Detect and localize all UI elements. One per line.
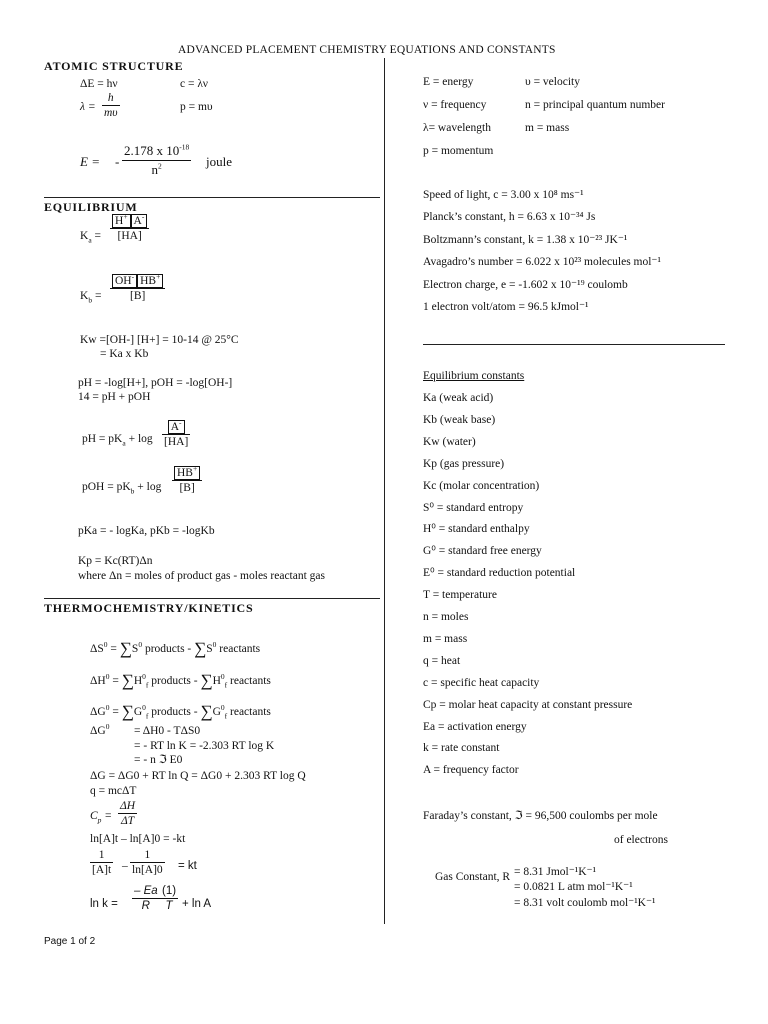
ka-lhs: $K_a$ = bbox=[80, 230, 102, 245]
poh-hh-pk: pOH = pK bbox=[82, 481, 131, 493]
delta-n-definition: where Δn = moles of product gas - moles reactant gas bbox=[78, 570, 325, 582]
arrhenius-temperature: T bbox=[165, 900, 173, 912]
arrhenius-one: 1 bbox=[165, 885, 173, 897]
symbol-definition: m = mass bbox=[423, 632, 468, 645]
poh-hh-num: HB bbox=[177, 467, 193, 479]
cp-symbol: C bbox=[90, 810, 98, 822]
free-energy-f-sub: f bbox=[145, 711, 149, 721]
symbol-definition: n = moles bbox=[423, 611, 469, 623]
ph-hh-num: A bbox=[170, 421, 180, 433]
enthalpy-f-sub: f bbox=[145, 680, 149, 690]
ph-hh-pk: pH = pK bbox=[82, 433, 123, 445]
definition-right: m = mass bbox=[525, 122, 570, 134]
free-energy-lhs: ΔG bbox=[90, 706, 106, 718]
faraday-constant-unit: of electrons bbox=[614, 834, 668, 846]
kb-num-hb-charge: + bbox=[156, 272, 161, 282]
second-order-term-1 bbox=[90, 849, 113, 876]
gas-constant-label: Gas Constant, R bbox=[435, 871, 511, 883]
ka-subscript: a bbox=[88, 235, 92, 245]
kb-symbol: K bbox=[80, 290, 89, 302]
cp-numerator: ΔH bbox=[120, 800, 136, 812]
entropy-reactants-label: reactants bbox=[219, 643, 261, 655]
gibbs-line-1: = ΔH0 - TΔS0 bbox=[134, 725, 201, 737]
free-energy-products-label: products - bbox=[151, 706, 198, 718]
ph-hh-log: + log bbox=[128, 433, 153, 445]
poh-henderson-lhs bbox=[82, 481, 161, 494]
definition-left: E = energy bbox=[423, 76, 474, 88]
energy-denominator-exponent: 2 bbox=[158, 161, 162, 171]
ka-denominator: [HA] bbox=[117, 230, 142, 242]
arrhenius-fraction-1 bbox=[132, 885, 160, 912]
constant-line: Avagadro’s number = 6.022 x 10²³ molecules mol⁻¹ bbox=[423, 256, 661, 269]
page-title: ADVANCED PLACEMENT CHEMISTRY EQUATIONS AND CONSTANTS bbox=[178, 44, 556, 56]
pk-definition: pKa = - logKa, pKb = -logKb bbox=[78, 525, 215, 537]
poh-hh-num-charge: + bbox=[192, 464, 198, 474]
constant-line: Speed of light, c = 3.00 x 10⁸ ms⁻¹ bbox=[423, 189, 584, 201]
minus-sign: – bbox=[122, 860, 128, 872]
free-energy-reactants-symbol: G bbox=[212, 706, 221, 718]
symbol-definition: Cp = molar heat capacity at constant pressure bbox=[423, 698, 633, 711]
ka-fraction bbox=[110, 212, 149, 242]
kb-num-oh: OH bbox=[115, 275, 132, 287]
symbol-definition: Kp (gas pressure) bbox=[423, 457, 505, 470]
kb-fraction bbox=[110, 272, 165, 302]
kb-num-hb: HB bbox=[140, 275, 157, 287]
symbol-definition: Kw (water) bbox=[423, 435, 476, 448]
section-divider bbox=[44, 598, 380, 599]
ka-num-h-charge: + bbox=[123, 212, 128, 222]
equation-de-broglie-fraction bbox=[102, 92, 120, 119]
poh-hh-den: [B] bbox=[179, 482, 195, 494]
ph-henderson-fraction bbox=[162, 418, 190, 448]
symbol-definition: Ea = activation energy bbox=[423, 720, 527, 733]
section-heading-thermochemistry: THERMOCHEMISTRY/KINETICS bbox=[44, 601, 254, 615]
equation-energy-photon: ΔE = hν bbox=[80, 78, 118, 90]
arrhenius-rhs: + ln A bbox=[182, 898, 212, 910]
enthalpy-products-symbol: H bbox=[133, 675, 143, 687]
gibbs-line-2: = - RT ln K = -2.303 RT log K bbox=[134, 740, 275, 752]
equation-energy-level-lhs: E = bbox=[80, 154, 100, 169]
entropy-reactants-symbol: S bbox=[206, 643, 213, 655]
kw-equation: Kw =[OH-] [H+] = 10-14 @ 25°C bbox=[80, 334, 239, 346]
symbol-definition: Kb (weak base) bbox=[423, 413, 496, 426]
symbol-definition: S⁰ = standard entropy bbox=[423, 501, 524, 514]
symbol-definition: k = rate constant bbox=[423, 742, 500, 755]
entropy-sup: 0 bbox=[103, 640, 108, 650]
poh-henderson-fraction bbox=[172, 464, 202, 494]
free-energy-equation: $\Delta G^0 = \sum G^0_f$ products - $\sum G^0_f$ reactants bbox=[90, 702, 271, 721]
kb-lhs: $K_b$ = bbox=[80, 290, 102, 305]
equation-de-broglie-lhs: λ = bbox=[80, 101, 96, 113]
kw-equation-2: = Ka x Kb bbox=[100, 348, 149, 360]
constant-line: Planck’s constant, h = 6.63 x 10⁻³⁴ Js bbox=[423, 211, 596, 224]
free-energy-reactants-label: reactants bbox=[230, 706, 271, 718]
heat-equation: q = mcΔT bbox=[90, 785, 137, 797]
definition-left: p = momentum bbox=[423, 145, 494, 157]
symbol-definition: Kc (molar concentration) bbox=[423, 479, 540, 492]
constant-line: Boltzmann’s constant, k = 1.38 x 10⁻²³ JK⁻¹ bbox=[423, 233, 628, 246]
kb-num-oh-charge: - bbox=[131, 272, 135, 282]
enthalpy-reactants-label: reactants bbox=[230, 675, 271, 687]
symbol-definition: T = temperature bbox=[423, 589, 497, 602]
second-order-den-2: ln[A]0 bbox=[132, 864, 163, 876]
enthalpy-products-label: products - bbox=[151, 675, 198, 687]
entropy-equation: $\Delta S^0 = \sum S^0$ products - $\sum S^0$ reactants bbox=[90, 639, 261, 658]
second-order-den-1: [A]t bbox=[92, 864, 112, 876]
gibbs-line-3: = - n ℑ E0 bbox=[134, 754, 183, 766]
cp-subscript: p bbox=[97, 815, 102, 825]
enthalpy-sup: 0 bbox=[105, 672, 110, 682]
section-heading-atomic-structure: ATOMIC STRUCTURE bbox=[44, 59, 184, 73]
symbol-definition: G⁰ = standard free energy bbox=[423, 545, 542, 558]
kb-subscript: b bbox=[88, 295, 93, 305]
ph-hh-num-charge: - bbox=[179, 418, 182, 428]
energy-unit: joule bbox=[206, 154, 232, 169]
poh-hh-log: + log bbox=[137, 481, 162, 493]
second-order-term-2: 1 ln[A]0 bbox=[132, 849, 163, 876]
cp-lhs: $C_p$ = bbox=[90, 810, 113, 825]
equation-energy-level-fraction bbox=[122, 143, 191, 178]
free-energy-products-symbol: G bbox=[133, 706, 143, 718]
gas-constant-3: = 8.31 volt coulomb mol⁻¹K⁻¹ bbox=[514, 897, 656, 909]
energy-exponent: -18 bbox=[179, 142, 190, 152]
kp-kc-relation: Kp = Kc(RT)Δn bbox=[78, 555, 153, 567]
entropy-products-symbol: S bbox=[131, 643, 139, 655]
energy-numerator: 2.178 x 10 bbox=[124, 143, 180, 158]
second-order-rhs: = kt bbox=[178, 860, 197, 872]
column-divider bbox=[384, 58, 385, 924]
ph-henderson-lhs bbox=[82, 433, 153, 446]
section-divider bbox=[423, 344, 725, 345]
ph-hh-den: [HA] bbox=[164, 436, 189, 448]
definition-left: λ= wavelength bbox=[423, 122, 491, 134]
equation-momentum: p = mυ bbox=[180, 101, 213, 113]
ph-definition: pH = -log[H+], pOH = -log[OH-] bbox=[78, 377, 233, 389]
section-divider bbox=[44, 197, 380, 198]
definition-right: υ = velocity bbox=[525, 76, 580, 88]
symbol-definition: E⁰ = standard reduction potential bbox=[423, 567, 576, 580]
symbol-definition: q = heat bbox=[423, 654, 461, 667]
equilibrium-constants-heading: Equilibrium constants bbox=[423, 370, 525, 382]
poh-hh-sub: b bbox=[130, 486, 135, 496]
enthalpy-equation: $\Delta H^0 = \sum H^0_f$ products - $\sum H^0_f$ reactants bbox=[90, 671, 271, 690]
free-energy-sup: 0 bbox=[105, 703, 110, 713]
gas-constant-2: = 0.0821 L atm mol⁻¹K⁻¹ bbox=[514, 881, 633, 893]
second-order-num-1: 1 bbox=[98, 849, 105, 861]
enthalpy-reactants-symbol: H bbox=[212, 675, 221, 687]
section-heading-equilibrium: EQUILIBRIUM bbox=[44, 200, 138, 214]
definition-right: n = principal quantum number bbox=[525, 99, 665, 111]
first-order-rate-law: ln[A]t – ln[A]0 = -kt bbox=[90, 833, 186, 845]
ka-num-h: H bbox=[115, 215, 124, 227]
arrhenius-denominator: R bbox=[141, 900, 150, 912]
gibbs-lhs: $\Delta G^0$ bbox=[90, 722, 110, 737]
gibbs-reaction-quotient: ΔG = ΔG0 + RT ln Q = ΔG0 + 2.303 RT log Q bbox=[90, 770, 306, 782]
ka-num-a-charge: - bbox=[141, 212, 145, 222]
ph-sum: 14 = pH + pOH bbox=[78, 391, 151, 403]
arrhenius-lhs: ln k = bbox=[90, 898, 118, 910]
symbol-definition: Ka (weak acid) bbox=[423, 392, 494, 404]
entropy-lhs: ΔS bbox=[90, 643, 104, 655]
gibbs-symbol: ΔG bbox=[90, 725, 106, 737]
page-number: Page 1 of 2 bbox=[44, 936, 96, 947]
fraction-numerator: h bbox=[107, 92, 114, 104]
symbol-definition: A = frequency factor bbox=[423, 764, 519, 777]
cp-denominator: ΔT bbox=[120, 815, 135, 827]
symbol-definition: c = specific heat capacity bbox=[423, 676, 540, 689]
gas-constant-1: = 8.31 Jmol⁻¹K⁻¹ bbox=[514, 866, 597, 878]
arrhenius-numerator: – Ea bbox=[134, 885, 158, 897]
fraction-denominator: mυ bbox=[104, 107, 118, 119]
ka-symbol: K bbox=[80, 230, 89, 242]
arrhenius-fraction-2: (1) T bbox=[162, 885, 177, 912]
energy-denominator: n bbox=[151, 162, 158, 177]
faraday-constant: Faraday’s constant, ℑ = 96,500 coulombs per mole bbox=[423, 810, 658, 822]
ka-num-a: A bbox=[133, 215, 142, 227]
equation-wave-speed: c = λν bbox=[180, 78, 208, 90]
constant-line: 1 electron volt/atom = 96.5 kJmol⁻¹ bbox=[423, 301, 589, 313]
constant-line: Electron charge, e = -1.602 x 10⁻¹⁹ coulomb bbox=[423, 278, 628, 291]
cp-fraction bbox=[118, 800, 137, 827]
kb-denominator: [B] bbox=[130, 290, 146, 302]
equation-energy-level-sign: - bbox=[115, 154, 120, 169]
entropy-products-label: products - bbox=[144, 643, 192, 655]
ph-hh-sub: a bbox=[122, 438, 126, 448]
definition-left: ν = frequency bbox=[423, 99, 487, 111]
enthalpy-lhs: ΔH bbox=[90, 675, 106, 687]
symbol-definition: H⁰ = standard enthalpy bbox=[423, 523, 530, 536]
